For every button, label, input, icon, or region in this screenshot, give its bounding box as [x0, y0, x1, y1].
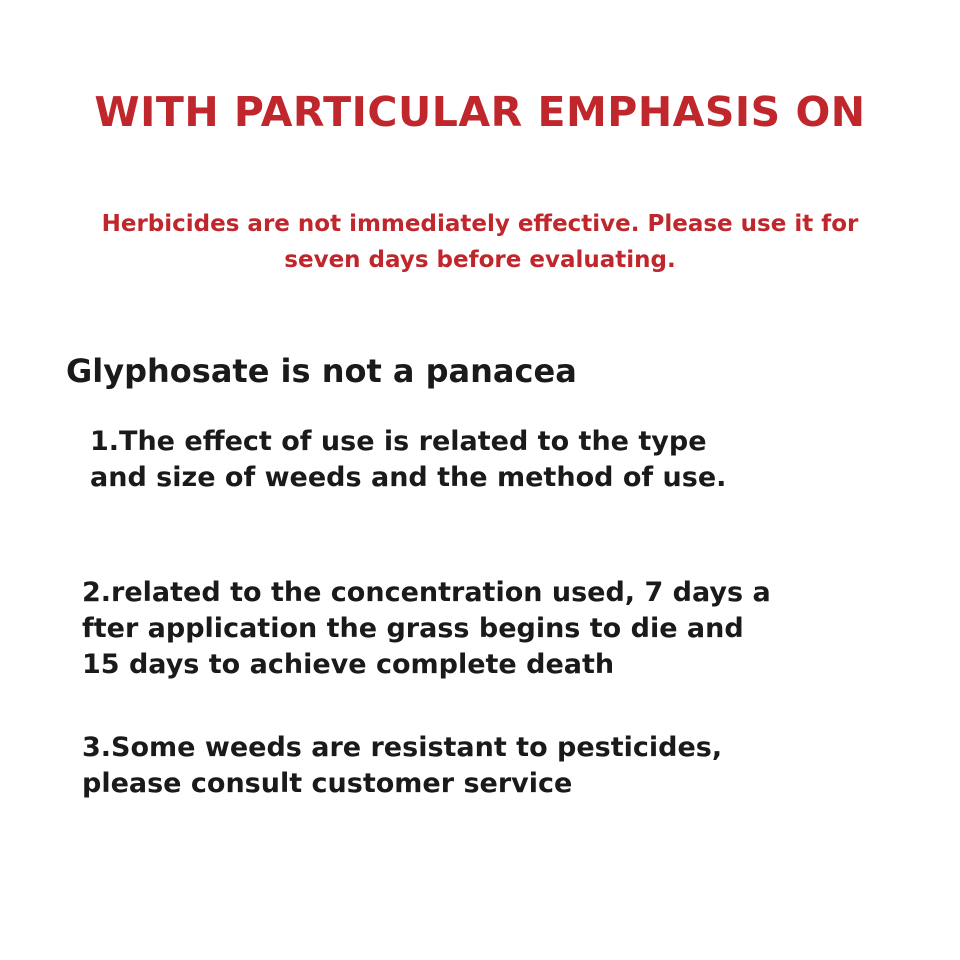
headline: WITH PARTICULAR EMPHASIS ON — [94, 88, 866, 136]
point-2-line-1: 2.related to the concentration used, 7 days a — [82, 577, 771, 608]
section-heading: Glyphosate is not a panacea — [66, 352, 577, 390]
warning-line-1: Herbicides are not immediately effective. Please use it for — [101, 211, 859, 237]
point-3-line-1: 3.Some weeds are resistant to pesticides, — [82, 732, 723, 763]
point-1-line-2: and size of weeds and the method of use. — [90, 462, 727, 493]
warning-notice — [20, 206, 940, 278]
warning-line-2: seven days before evaluating. — [284, 247, 676, 273]
point-2-line-2: fter application the grass begins to die and — [82, 613, 744, 644]
point-item-2 — [82, 575, 771, 683]
point-item-1 — [90, 424, 726, 496]
point-1-line-1: 1.The effect of use is related to the type — [90, 426, 707, 457]
point-2-line-3: 15 days to achieve complete death — [82, 649, 615, 680]
point-item-3 — [82, 730, 722, 802]
point-3-line-2: please consult customer service — [82, 768, 573, 799]
